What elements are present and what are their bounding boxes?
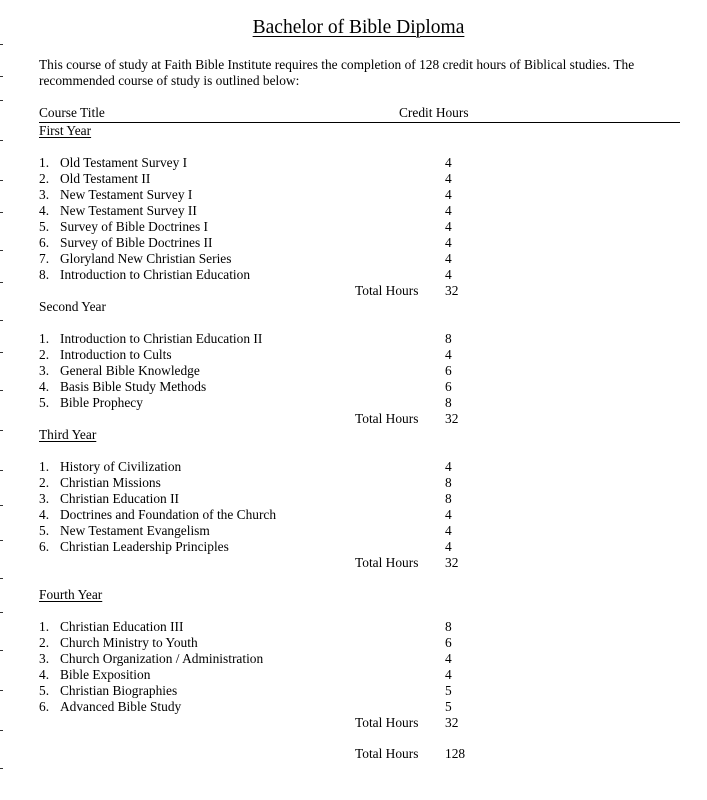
course-credits: 8	[445, 619, 452, 634]
course-number: 1.	[39, 619, 50, 634]
course-name: General Bible Knowledge	[60, 363, 200, 378]
course-number: 3.	[39, 491, 50, 506]
course-row	[39, 331, 679, 347]
course-row	[39, 395, 679, 411]
course-credits: 4	[445, 523, 452, 538]
course-number: 4.	[39, 379, 50, 394]
course-name: Church Ministry to Youth	[60, 635, 198, 650]
course-row	[39, 459, 679, 475]
year-heading	[39, 123, 91, 139]
course-number: 6.	[39, 235, 50, 250]
year-heading-text: Second Year	[39, 299, 106, 314]
course-credits: 6	[445, 635, 452, 650]
course-number: 2.	[39, 171, 50, 186]
course-row	[39, 187, 679, 203]
total-hours-value: 32	[445, 283, 459, 298]
course-credits: 8	[445, 395, 452, 410]
course-row	[39, 523, 679, 539]
year-heading	[39, 427, 96, 443]
course-credits: 4	[445, 347, 452, 362]
course-row	[39, 171, 679, 187]
course-row	[39, 635, 679, 651]
course-number: 7.	[39, 251, 50, 266]
course-name: New Testament Survey I	[60, 187, 193, 202]
course-number: 4.	[39, 667, 50, 682]
course-credits: 8	[445, 331, 452, 346]
course-credits: 4	[445, 251, 452, 266]
course-row	[39, 491, 679, 507]
year-heading	[39, 299, 106, 315]
total-hours-label: Total Hours	[355, 411, 419, 426]
course-number: 1.	[39, 331, 50, 346]
course-name: Basis Bible Study Methods	[60, 379, 207, 394]
course-name: Advanced Bible Study	[60, 699, 182, 714]
course-credits: 6	[445, 363, 452, 378]
year-total-row	[355, 283, 655, 299]
course-number: 5.	[39, 395, 50, 410]
course-number: 5.	[39, 219, 50, 234]
intro-paragraph: This course of study at Faith Bible Institute requires the completion of 128 credit hours of Biblical studies. The recommended course of study is outlined below:	[39, 57, 635, 88]
year-total-row	[355, 715, 655, 731]
course-number: 1.	[39, 459, 50, 474]
course-credits: 5	[445, 683, 452, 698]
year-total-row	[355, 411, 655, 427]
course-row	[39, 619, 679, 635]
course-row	[39, 667, 679, 683]
course-name: Christian Missions	[60, 475, 161, 490]
course-number: 2.	[39, 475, 50, 490]
year-heading-text: Fourth Year	[39, 587, 103, 602]
course-name: Church Organization / Administration	[60, 651, 264, 666]
course-row	[39, 699, 679, 715]
course-name: Bible Prophecy	[60, 395, 143, 410]
page-title	[0, 16, 707, 40]
course-name: Christian Education III	[60, 619, 184, 634]
total-hours-label: Total Hours	[355, 283, 419, 298]
course-name: Survey of Bible Doctrines I	[60, 219, 209, 234]
course-credits: 4	[445, 219, 452, 234]
course-credits: 4	[445, 459, 452, 474]
course-credits: 8	[445, 491, 452, 506]
course-row	[39, 219, 679, 235]
grand-total-label: Total Hours	[355, 746, 419, 761]
course-row	[39, 347, 679, 363]
course-number: 3.	[39, 363, 50, 378]
course-row	[39, 251, 679, 267]
course-number: 4.	[39, 203, 50, 218]
course-row	[39, 203, 679, 219]
course-credits: 4	[445, 539, 452, 554]
year-heading-text: Third Year	[39, 427, 97, 442]
total-hours-value: 32	[445, 555, 459, 570]
course-name: New Testament Evangelism	[60, 523, 210, 538]
course-credits: 4	[445, 203, 452, 218]
course-name: Old Testament Survey I	[60, 155, 188, 170]
course-credits: 4	[445, 507, 452, 522]
credit-hours-header: Credit Hours	[399, 105, 469, 120]
course-credits: 4	[445, 187, 452, 202]
course-number: 1.	[39, 155, 50, 170]
course-credits: 4	[445, 235, 452, 250]
course-credits: 8	[445, 475, 452, 490]
course-number: 5.	[39, 683, 50, 698]
course-number: 4.	[39, 507, 50, 522]
course-name: Doctrines and Foundation of the Church	[60, 507, 277, 522]
total-hours-label: Total Hours	[355, 715, 419, 730]
course-credits: 4	[445, 651, 452, 666]
total-hours-label: Total Hours	[355, 555, 419, 570]
course-row	[39, 539, 679, 555]
course-name: Gloryland New Christian Series	[60, 251, 232, 266]
course-title-header: Course Title	[39, 105, 105, 120]
course-name: New Testament Survey II	[60, 203, 197, 218]
course-credits: 6	[445, 379, 452, 394]
course-name: Introduction to Cults	[60, 347, 172, 362]
course-credits: 4	[445, 171, 452, 186]
course-credits: 4	[445, 267, 452, 282]
year-heading	[39, 587, 102, 603]
course-name: Bible Exposition	[60, 667, 151, 682]
course-row	[39, 683, 679, 699]
table-header	[39, 105, 680, 123]
page-title-text: Bachelor of Bible Diploma	[252, 17, 465, 38]
course-number: 8.	[39, 267, 50, 282]
course-number: 5.	[39, 523, 50, 538]
course-row	[39, 363, 679, 379]
grand-total-value: 128	[445, 746, 466, 761]
course-row	[39, 379, 679, 395]
course-number: 3.	[39, 651, 50, 666]
course-row	[39, 235, 679, 251]
year-heading-text: First Year	[39, 123, 92, 138]
total-hours-value: 32	[445, 411, 459, 426]
course-row	[39, 475, 679, 491]
course-row	[39, 155, 679, 171]
course-name: Christian Education II	[60, 491, 179, 506]
course-credits: 4	[445, 667, 452, 682]
course-row	[39, 267, 679, 283]
course-row	[39, 651, 679, 667]
course-name: History of Civilization	[60, 459, 182, 474]
year-total-row	[355, 555, 655, 571]
course-credits: 4	[445, 155, 452, 170]
course-credits: 5	[445, 699, 452, 714]
course-number: 6.	[39, 539, 50, 554]
course-number: 3.	[39, 187, 50, 202]
course-name: Introduction to Christian Education II	[60, 331, 263, 346]
course-number: 6.	[39, 699, 50, 714]
course-number: 2.	[39, 347, 50, 362]
course-row	[39, 507, 679, 523]
grand-total-row	[355, 746, 655, 762]
course-number: 2.	[39, 635, 50, 650]
course-name: Christian Biographies	[60, 683, 178, 698]
course-name: Christian Leadership Principles	[60, 539, 229, 554]
course-name: Old Testament II	[60, 171, 151, 186]
total-hours-value: 32	[445, 715, 459, 730]
left-margin-marks	[0, 0, 4, 800]
course-name: Survey of Bible Doctrines II	[60, 235, 213, 250]
course-name: Introduction to Christian Education	[60, 267, 251, 282]
